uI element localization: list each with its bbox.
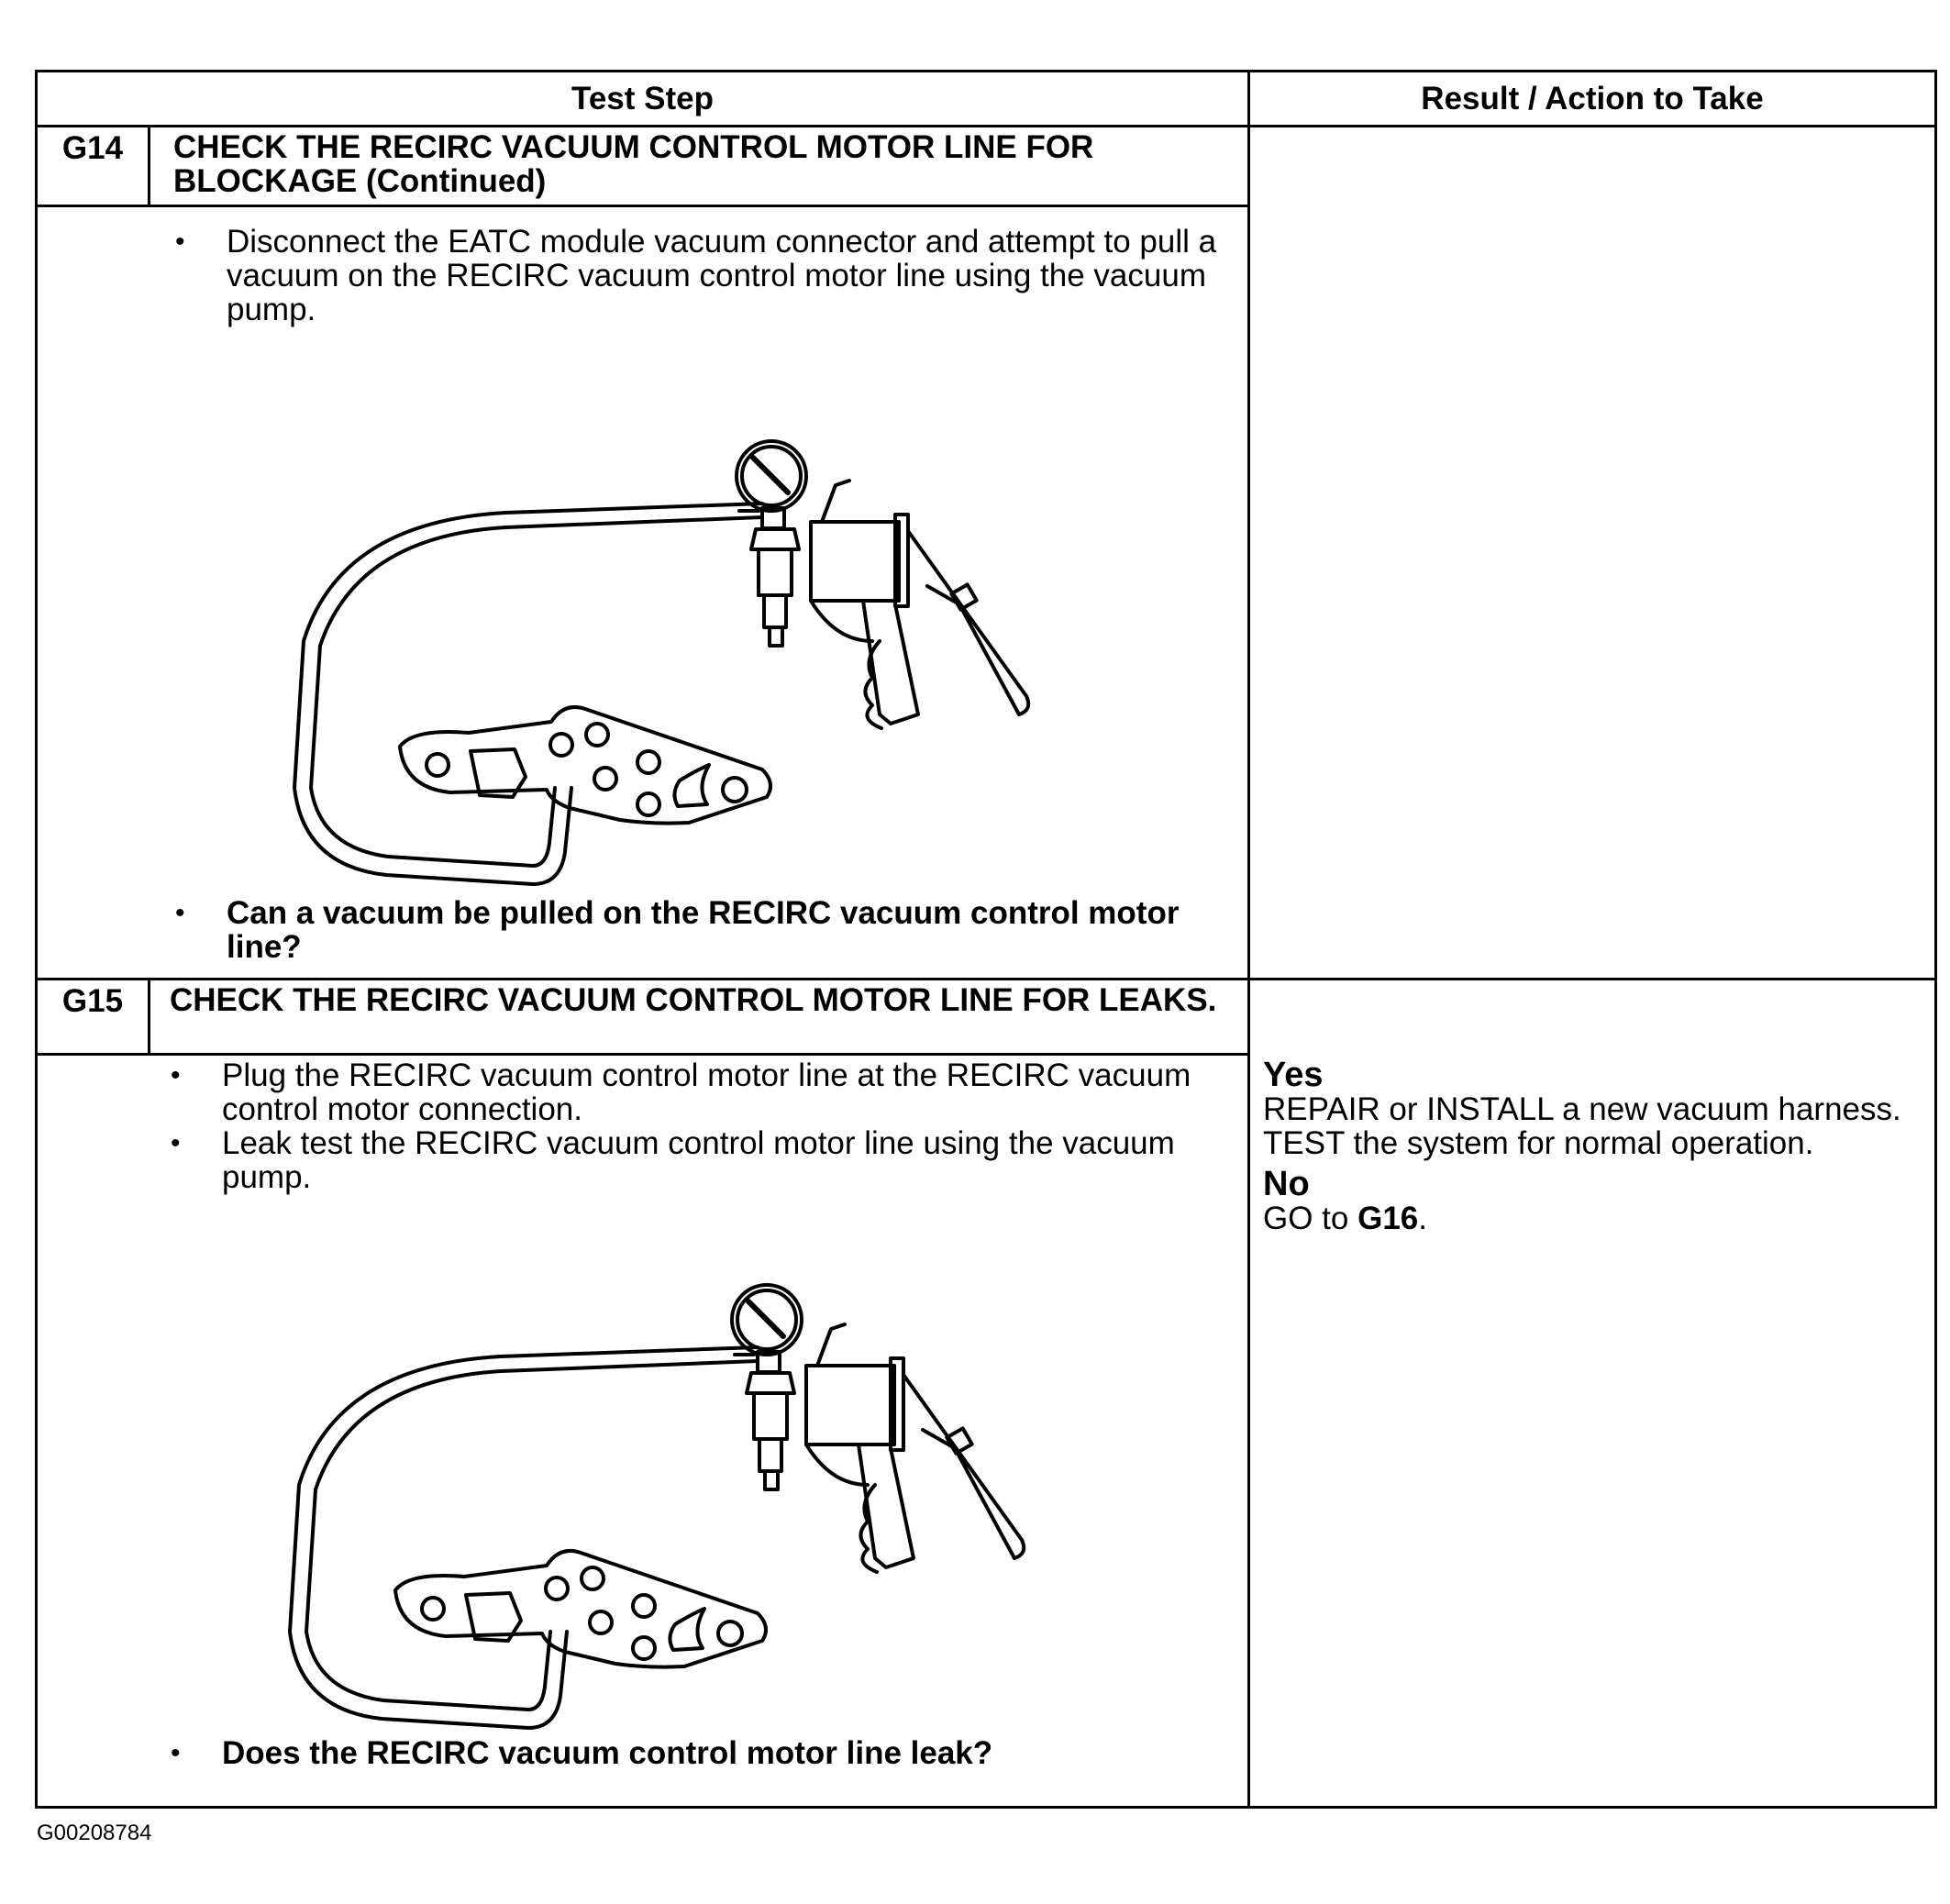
g15-id-divider — [148, 980, 150, 1056]
result-yes-text: REPAIR or INSTALL a new vacuum harness. TEST the system for normal operation. — [1263, 1091, 1901, 1161]
bullet-icon: • — [171, 1128, 181, 1158]
vacuum-pump-illustration-g14 — [285, 366, 1056, 898]
step-id-g15: G15 — [61, 983, 124, 1019]
goto-step-ref: G16 — [1357, 1201, 1419, 1236]
result-yes-label: Yes — [1263, 1056, 1324, 1094]
bullet-icon: • — [175, 227, 185, 257]
step-title-g15: CHECK THE RECIRC VACUUM CONTROL MOTOR LINE FOR LEAKS. — [170, 982, 1217, 1018]
g14-id-divider — [148, 126, 150, 207]
g14-action-1: • Disconnect the EATC module vacuum connector and attempt to pull a vacuum on the RECIRC vacuum control motor line using the vacuum pump. — [175, 224, 1217, 327]
g15-action-1: • Plug the RECIRC vacuum control motor line at the RECIRC vacuum control motor connection. — [171, 1057, 1191, 1127]
header-result-action: Result / Action to Take — [1421, 81, 1764, 116]
result-no-text: GO to G16. — [1263, 1201, 1427, 1236]
bullet-icon: • — [175, 898, 185, 928]
result-no-label: No — [1263, 1165, 1310, 1203]
step-id-g14: G14 — [61, 130, 124, 166]
vacuum-pump-illustration-g15 — [281, 1210, 1051, 1742]
step-separator — [38, 978, 1934, 980]
g15-question: • Does the RECIRC vacuum control motor line leak? — [171, 1735, 993, 1771]
step-title-g14: CHECK THE RECIRC VACUUM CONTROL MOTOR LINE FOR BLOCKAGE (Continued) — [173, 129, 1094, 199]
bullet-icon: • — [171, 1060, 181, 1090]
g14-question: • Can a vacuum be pulled on the RECIRC vacuum control motor line? — [175, 895, 1180, 965]
g14-title-divider — [38, 205, 1248, 207]
test-step-table — [35, 70, 1937, 1809]
bullet-icon: • — [171, 1738, 181, 1768]
g15-title-divider — [38, 1053, 1248, 1056]
column-divider — [1247, 72, 1250, 1806]
header-test-step: Test Step — [571, 81, 714, 116]
figure-id: G00208784 — [37, 1821, 152, 1845]
g15-result — [1263, 1058, 1905, 1235]
g15-action-2: • Leak test the RECIRC vacuum control motor line using the vacuum pump. — [171, 1125, 1175, 1195]
header-divider — [38, 125, 1934, 127]
